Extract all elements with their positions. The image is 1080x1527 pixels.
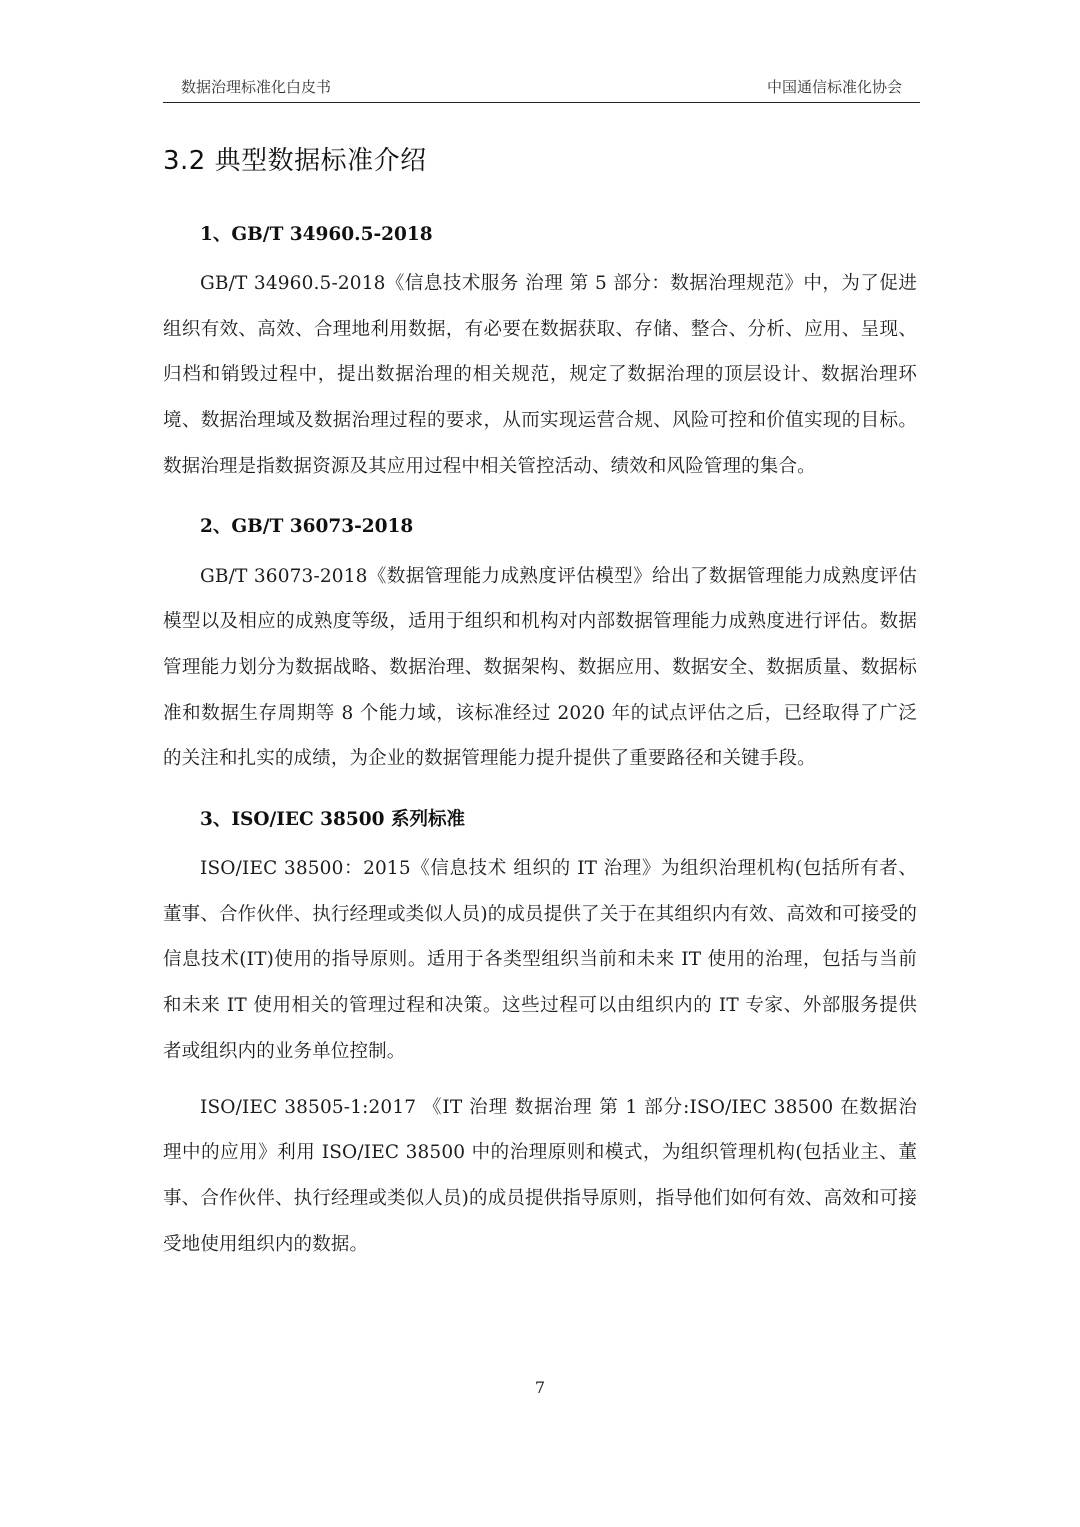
header-organization: 中国通信标准化协会 — [766, 78, 902, 96]
running-header — [163, 72, 920, 103]
page-content — [163, 135, 917, 1267]
header-doc-title: 数据治理标准化白皮书 — [181, 78, 332, 96]
item-1-paragraph-1: GB/T 34960.5-2018《信息技术服务 治理 第 5 部分：数据治理规范》中，为了促进组织有效、高效、合理地利用数据，有必要在数据获取、存储、整合、分析、应用、呈现、归档和销毁过程中，提出数据治理的相关规范，规定了数据治理的顶层设计、数据治理环境、数据治理域及数据治理过程的要求，从而实现运营合规、风险可控和价值实现的目标。数据治理是指数据资源及其应用过程中相关管控活动、绩效和风险管理的集合。 — [163, 273, 917, 477]
item-heading-3: 3、ISO/IEC 38500 系列标准 — [200, 809, 465, 831]
page-number: 7 — [534, 1378, 546, 1397]
item-2-paragraph-1: GB/T 36073-2018《数据管理能力成熟度评估模型》给出了数据管理能力成熟度评估模型以及相应的成熟度等级，适用于组织和机构对内部数据管理能力成熟度进行评估。数据管理能力划分为数据战略、数据治理、数据架构、数据应用、数据安全、数据质量、数据标准和数据生存周期等 8 个能力域，该标准经过 2020 年的试点评估之后，已经取得了广泛的关注和扎实的成绩，为企业的数据管理能力提升提供了重要路径和关键手段。 — [163, 565, 917, 770]
section-title: 3.2 典型数据标准介绍 — [163, 146, 427, 176]
item-heading-2: 2、GB/T 36073-2018 — [200, 515, 414, 537]
item-heading-1: 1、GB/T 34960.5-2018 — [200, 224, 433, 245]
item-3-paragraph-1: ISO/IEC 38500：2015《信息技术 组织的 IT 治理》为组织治理机构(包括所有者、董事、合作伙伴、执行经理或类似人员)的成员提供了关于在其组织内有效、高效和可接受的信息技术(IT)使用的指导原则。适用于各类型组织当前和未来 IT 使用的治理，包括与当前和未来 IT 使用相关的管理过程和决策。这些过程可以由组织内的 IT 专家、外部服务提供者或组织内的业务单位控制。 — [163, 858, 917, 1062]
item-3-paragraph-2: ISO/IEC 38505-1:2017 《IT 治理 数据治理 第 1 部分:ISO/IEC 38500 在数据治理中的应用》利用 ISO/IEC 38500 中的治理原则和模式，为组织管理机构(包括业主、董事、合作伙伴、执行经理或类似人员)的成员提供指导原则，指导他们如何有效、高效和可接受地使用组织内的数据。 — [163, 1096, 917, 1255]
